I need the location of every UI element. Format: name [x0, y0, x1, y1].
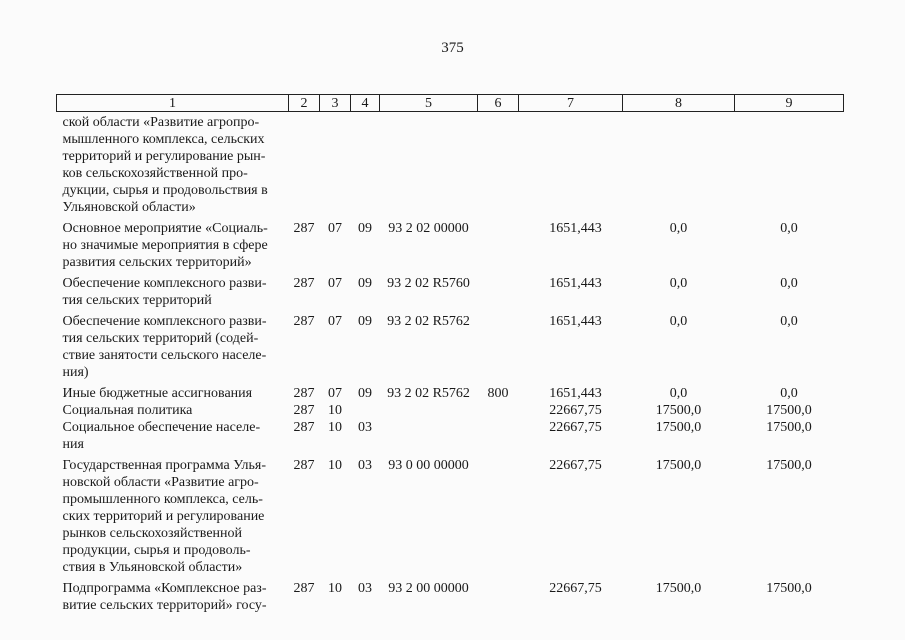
cell-code-expense-type [478, 216, 519, 271]
table-row [57, 453, 844, 576]
table-row [57, 381, 844, 402]
cell-amount-2022: 17500,0 [766, 403, 812, 418]
row-name [57, 381, 289, 402]
column-header-2: 2 [289, 95, 320, 112]
row-name-line: Социальная политика [62, 403, 193, 418]
row-name-line: Обеспечение комплексного разви- [62, 314, 267, 329]
cell-code-subsection [351, 112, 380, 217]
row-name-line: ских территорий и регулирование [62, 509, 265, 524]
cell-code-subsection: 03 [358, 581, 372, 596]
cell-code-target: 93 0 00 00000 [388, 458, 469, 473]
cell-code-ministry: 287 [293, 314, 315, 329]
column-header-4: 4 [351, 95, 380, 112]
row-name-line: территорий и регулирование рын- [62, 149, 266, 164]
cell-code-subsection: 09 [358, 221, 372, 236]
cell-code-subsection: 09 [358, 276, 372, 291]
cell-amount-2021: 0,0 [669, 221, 688, 236]
cell-amount-2022: 0,0 [780, 221, 798, 236]
cell-code-subsection: 09 [358, 386, 372, 401]
row-name [57, 309, 289, 381]
column-header-7: 7 [519, 95, 623, 112]
row-name-line: Социальное обеспечение населе- [62, 420, 261, 435]
cell-amount-2021: 17500,0 [655, 458, 702, 473]
row-name [57, 453, 289, 576]
cell-amount-2022: 0,0 [780, 386, 798, 401]
cell-amount-2022: 17500,0 [766, 420, 812, 435]
row-name-line: развития сельских территорий» [62, 255, 252, 270]
cell-amount-2021: 0,0 [669, 314, 688, 329]
cell-code-section: 10 [328, 581, 342, 596]
cell-amount-2021: 0,0 [669, 276, 688, 291]
cell-code-ministry [289, 112, 320, 217]
cell-code-target: 93 2 00 00000 [388, 581, 469, 596]
cell-amount-2020: 22667,75 [549, 403, 602, 418]
cell-code-target: 93 2 02 00000 [388, 221, 469, 236]
table-row [57, 309, 844, 381]
cell-amount-2020: 22667,75 [549, 420, 602, 435]
cell-amount-2022: 0,0 [780, 276, 798, 291]
row-name-line: ния) [62, 365, 89, 380]
row-name-line: продукции, сырья и продоволь- [62, 543, 251, 558]
cell-code-section: 10 [328, 420, 342, 435]
table-row [57, 271, 844, 309]
cell-code-expense-type [478, 576, 519, 614]
cell-amount-2020: 1651,443 [549, 221, 602, 236]
cell-code-subsection [351, 402, 380, 419]
cell-amount-2021: 0,0 [669, 386, 688, 401]
table-row [57, 419, 844, 453]
column-header-9: 9 [735, 95, 844, 112]
row-name-line: Иные бюджетные ассигнования [62, 386, 253, 401]
table-row [57, 216, 844, 271]
cell-code-target: 93 2 02 R5760 [387, 276, 470, 291]
row-name [57, 271, 289, 309]
cell-code-ministry: 287 [293, 581, 315, 596]
cell-code-expense-type: 800 [487, 386, 509, 401]
cell-amount-2020: 22667,75 [549, 581, 602, 596]
cell-amount-2022: 0,0 [780, 314, 798, 329]
cell-amount-2020: 1651,443 [549, 386, 602, 401]
cell-amount-2021 [623, 112, 735, 217]
cell-amount-2020 [519, 112, 623, 217]
row-name-line: ской области «Развитие агропро- [62, 115, 260, 130]
row-name-line: рынков сельскохозяйственной [62, 526, 243, 541]
column-header-3: 3 [320, 95, 351, 112]
cell-code-section: 07 [328, 221, 342, 236]
row-name-line: промышленного комплекса, сель- [62, 492, 263, 507]
cell-amount-2022: 17500,0 [766, 458, 812, 473]
cell-code-section: 10 [328, 403, 342, 418]
row-name-line: тия сельских территорий [62, 293, 212, 308]
row-name-line: Основное мероприятие «Социаль- [62, 221, 268, 236]
row-name-line: ствие занятости сельского населе- [62, 348, 267, 363]
column-header-1: 1 [57, 95, 289, 112]
cell-code-subsection: 03 [358, 458, 372, 473]
cell-code-section: 10 [328, 458, 342, 473]
cell-code-expense-type [478, 271, 519, 309]
column-header-6: 6 [478, 95, 519, 112]
cell-code-ministry: 287 [293, 221, 315, 236]
page-number: 375 [441, 40, 464, 56]
row-name-line: тия сельских территорий (содей- [62, 331, 259, 346]
cell-code-ministry: 287 [293, 386, 315, 401]
row-name-line: новской области «Развитие агро- [62, 475, 259, 490]
row-name-line: ния [62, 437, 84, 452]
row-name-line: Подпрограмма «Комплексное раз- [62, 581, 267, 596]
cell-amount-2020: 1651,443 [549, 314, 602, 329]
row-name-line: Государственная программа Улья- [62, 458, 266, 473]
cell-amount-2022 [735, 112, 844, 217]
table-row [57, 576, 844, 614]
cell-code-target [380, 112, 478, 217]
cell-code-section: 07 [328, 386, 342, 401]
row-name-line: но значимые мероприятия в сфере [62, 238, 268, 253]
cell-code-ministry: 287 [293, 458, 315, 473]
cell-code-expense-type [478, 402, 519, 419]
cell-code-section [320, 112, 351, 217]
table-row [57, 112, 844, 217]
cell-code-ministry: 287 [293, 403, 315, 418]
cell-amount-2021: 17500,0 [655, 581, 702, 596]
row-name-line: дукции, сырья и продовольствия в [62, 183, 268, 198]
cell-code-target: 93 2 02 R5762 [387, 386, 470, 401]
cell-code-target: 93 2 02 R5762 [387, 314, 470, 329]
column-header-5: 5 [380, 95, 478, 112]
row-name-line: ков сельскохозяйственной про- [62, 166, 248, 181]
row-name-line: ствия в Ульяновской области» [62, 560, 243, 575]
table-row [57, 402, 844, 419]
cell-amount-2021: 17500,0 [655, 403, 702, 418]
cell-amount-2020: 22667,75 [549, 458, 602, 473]
budget-table [56, 94, 844, 614]
cell-code-target [380, 402, 478, 419]
row-name [57, 402, 289, 419]
row-name [57, 216, 289, 271]
cell-code-expense-type [478, 419, 519, 453]
cell-amount-2021: 17500,0 [655, 420, 702, 435]
cell-code-subsection: 03 [358, 420, 372, 435]
cell-code-expense-type [478, 112, 519, 217]
cell-code-section: 07 [328, 314, 342, 329]
row-name-line: витие сельских территорий» госу- [62, 598, 267, 613]
row-name-line: мышленного комплекса, сельских [62, 132, 265, 147]
cell-code-expense-type [478, 453, 519, 576]
row-name-line: Обеспечение комплексного разви- [62, 276, 267, 291]
cell-amount-2022: 17500,0 [766, 581, 812, 596]
cell-code-target [380, 419, 478, 453]
row-name [57, 112, 289, 217]
row-name [57, 576, 289, 614]
cell-code-ministry: 287 [293, 276, 315, 291]
row-name-line: Ульяновской области» [62, 200, 196, 215]
column-header-8: 8 [623, 95, 735, 112]
cell-code-section: 07 [328, 276, 342, 291]
row-name [57, 419, 289, 453]
cell-code-subsection: 09 [358, 314, 372, 329]
cell-code-ministry: 287 [293, 420, 315, 435]
cell-code-expense-type [478, 309, 519, 381]
cell-amount-2020: 1651,443 [549, 276, 602, 291]
column-number-header [57, 95, 844, 112]
